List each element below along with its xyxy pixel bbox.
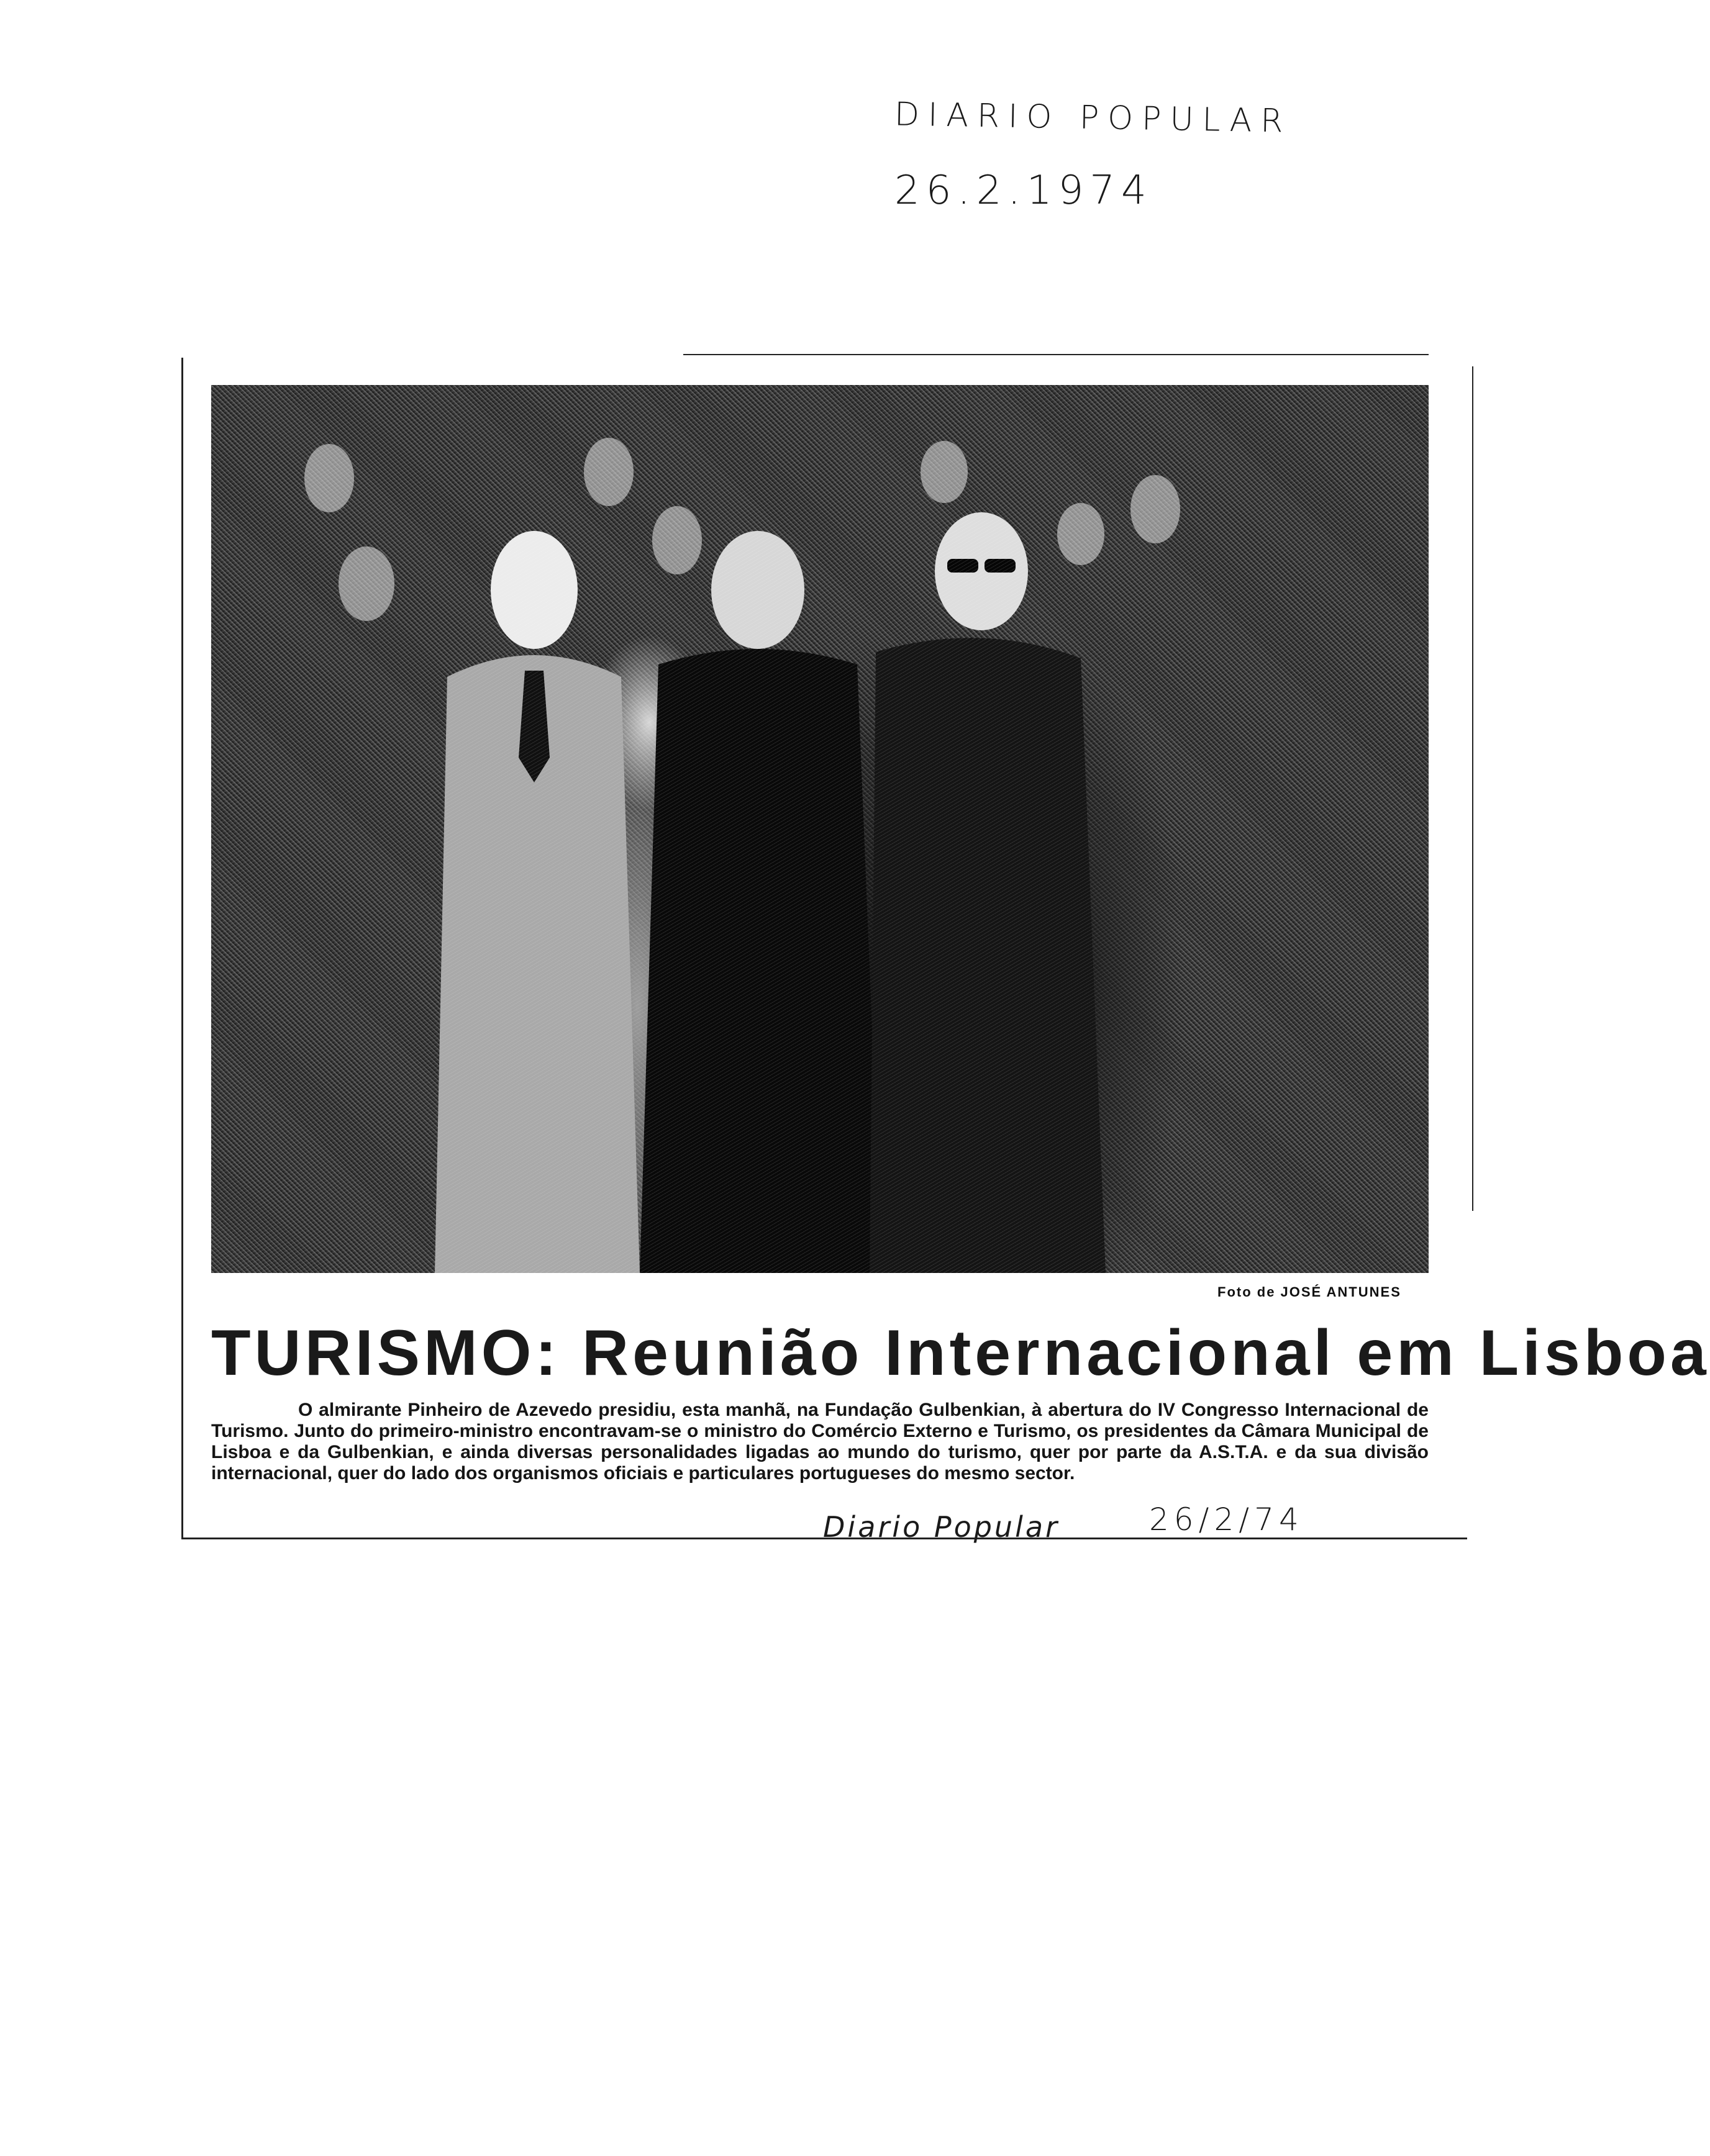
article-lead-paragraph: O almirante Pinheiro de Azevedo presidiu, esta manhã, na Fundação Gulbenkian, à abertura do IV Congresso Internacional de Turismo. Junto do primeiro-ministro encontravam-se o ministro do Comércio Externo e Turismo, os presidentes da Câmara Municipal de Lisboa e da Gulbenkian, e ainda diversas personalidades ligadas ao mundo do turismo, quer por parte da A.S.T.A. e da sua divisão internacional, quer do lado dos organismos oficiais e particulares portugueses do mesmo sector. xyxy=(211,1400,1429,1483)
handwritten-footer-date: 26/2/74 xyxy=(1149,1502,1304,1538)
clipping-left-rule xyxy=(181,358,183,1538)
handwritten-footer-source: Diario Popular xyxy=(823,1510,1060,1544)
photo-grain-overlay xyxy=(211,385,1429,1273)
handwritten-source-title: DIARIO POPULAR xyxy=(894,96,1292,140)
clipping-top-rule xyxy=(683,354,1429,355)
article-headline: TURISMO: Reunião Internacional em Lisboa xyxy=(211,1317,1710,1389)
photo-credit: Foto de JOSÉ ANTUNES xyxy=(1217,1284,1401,1300)
handwritten-date: 26.2.1974 xyxy=(894,168,1153,214)
clipping-right-rule xyxy=(1472,366,1473,1211)
